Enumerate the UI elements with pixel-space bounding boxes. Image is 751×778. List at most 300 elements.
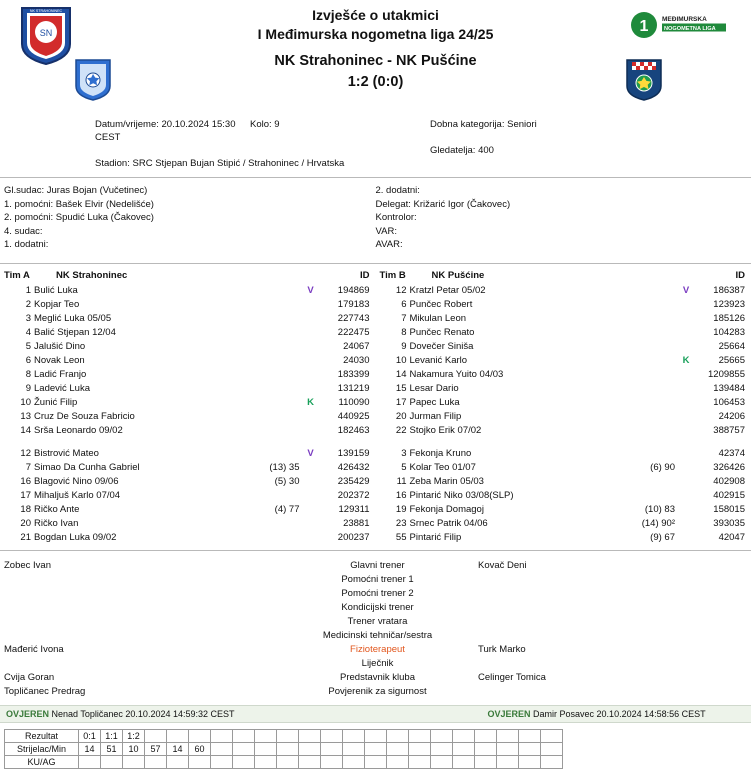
result-grid-cell[interactable] — [277, 755, 299, 768]
divider-3 — [0, 550, 751, 551]
team-a-label: Tim A — [4, 269, 30, 281]
player-name: Stojko Erik 07/02 — [409, 424, 482, 436]
player-role-marker — [679, 368, 693, 382]
result-grid-cell[interactable] — [189, 755, 211, 768]
result-grid-cell[interactable] — [299, 742, 321, 755]
player-row — [376, 368, 751, 382]
staff-row — [0, 629, 751, 643]
datetime-field — [0, 118, 250, 144]
staff-role-label: Pomoćni trener 1 — [341, 573, 414, 585]
staff-section — [0, 559, 751, 699]
player-role-marker — [304, 312, 318, 326]
result-grid-cell[interactable] — [123, 755, 145, 768]
staff-away-person — [470, 615, 751, 629]
player-name: Fekonja Domagoj — [409, 503, 484, 515]
competition-title: I Međimurska nogometna liga 24/25 — [257, 26, 494, 42]
player-row — [0, 340, 376, 354]
result-grid-cell[interactable] — [475, 742, 497, 755]
player-role-marker — [304, 531, 318, 545]
player-row — [376, 475, 751, 489]
verification-home — [0, 709, 376, 719]
player-id: 139159 — [337, 447, 370, 459]
result-grid-row — [5, 729, 563, 742]
result-grid-cell[interactable] — [497, 755, 519, 768]
result-grid-cell[interactable] — [519, 742, 541, 755]
team-a-bench — [0, 447, 376, 545]
spectators-value: 400 — [478, 145, 494, 156]
spectators-field — [430, 144, 751, 157]
player-row — [376, 312, 751, 326]
player-name: Punčec Robert — [409, 298, 473, 310]
player-name: Cruz De Souza Fabricio — [34, 410, 135, 422]
player-id: 24067 — [343, 340, 370, 352]
player-name: Lesar Dario — [409, 382, 459, 394]
staff-row — [0, 601, 751, 615]
result-grid-cell[interactable] — [343, 729, 365, 742]
official-line: 2. pomoćni: Spudić Luka (Čakovec) — [4, 212, 154, 223]
player-role-marker — [679, 396, 693, 410]
player-role-marker — [304, 424, 318, 438]
player-substitution — [258, 368, 304, 382]
official-line: Delegat: Križarić Igor (Čakovec) — [375, 198, 511, 210]
result-grid-cell[interactable] — [277, 742, 299, 755]
player-role-marker — [679, 447, 693, 461]
player-role-marker — [304, 298, 318, 312]
result-grid-cell[interactable] — [255, 729, 277, 742]
player-substitution — [633, 382, 679, 396]
player-id: 393035 — [713, 517, 745, 529]
result-grid-cell[interactable] — [365, 755, 387, 768]
player-name: Jurman Filip — [409, 410, 462, 422]
datetime-label: Datum/vrijeme: — [95, 119, 159, 130]
player-name: Mikulan Leon — [409, 312, 467, 324]
datetime-value: 20.10.2024 15:30 CEST — [95, 119, 236, 143]
team-a-id-header: ID — [360, 269, 370, 281]
player-row — [0, 424, 376, 438]
player-row — [0, 298, 376, 312]
player-substitution — [633, 298, 679, 312]
player-id: 179183 — [337, 298, 370, 310]
result-grid-cell[interactable] — [255, 755, 277, 768]
player-id: 123923 — [713, 298, 745, 310]
player-role-marker: V — [307, 284, 314, 296]
result-grid-row-label: Rezultat — [5, 729, 79, 742]
player-number: 6 — [401, 298, 407, 310]
result-grid-cell[interactable]: 1:1 — [101, 729, 123, 742]
result-grid-cell[interactable] — [167, 755, 189, 768]
match-info — [0, 112, 751, 172]
staff-row — [0, 573, 751, 587]
player-substitution — [633, 284, 679, 298]
result-grid-cell[interactable]: 14 — [79, 742, 101, 755]
player-name: Ričko Ivan — [34, 517, 79, 529]
player-name: Bistrović Mateo — [34, 447, 99, 459]
player-number: 21 — [20, 531, 31, 543]
result-grid-row — [5, 742, 563, 755]
player-row — [376, 489, 751, 503]
player-id: 139484 — [713, 382, 745, 394]
svg-text:SN: SN — [39, 28, 53, 38]
player-substitution — [633, 424, 679, 438]
player-substitution: (5) 30 — [274, 475, 300, 487]
result-grid-cell[interactable] — [145, 755, 167, 768]
result-grid-cell[interactable] — [519, 729, 541, 742]
player-number: 12 — [395, 284, 407, 296]
result-grid-cell[interactable] — [409, 755, 431, 768]
report-title: Izvješće o utakmici — [312, 7, 439, 23]
official-line: Gl.sudac: Juras Bojan (Vučetinec) — [4, 185, 148, 196]
player-role-marker — [304, 326, 318, 340]
staff-away-person — [470, 573, 751, 587]
player-row — [0, 284, 376, 298]
staff-home-person — [0, 629, 285, 643]
result-grid-cell[interactable] — [541, 755, 563, 768]
staff-role-label: Fizioterapeut — [350, 643, 405, 655]
team-b-id-header: ID — [735, 269, 745, 281]
team-b-starters — [376, 284, 751, 438]
result-grid-cell[interactable]: 10 — [123, 742, 145, 755]
team-b-name: NK Pušćine — [431, 269, 485, 281]
player-row — [376, 340, 751, 354]
player-substitution — [633, 396, 679, 410]
player-number: 10 — [20, 396, 31, 408]
staff-away-person — [470, 587, 751, 601]
player-role-marker — [679, 326, 693, 340]
player-name: Srnec Patrik 04/06 — [409, 517, 488, 529]
player-name: Punčec Renato — [409, 326, 475, 338]
result-grid-cell[interactable] — [409, 742, 431, 755]
result-grid-cell[interactable] — [299, 755, 321, 768]
player-id: 23881 — [343, 517, 370, 529]
player-number: 12 — [20, 447, 31, 459]
player-id: 129311 — [338, 503, 370, 515]
player-name: Papec Luka — [409, 396, 460, 408]
result-grid-cell[interactable] — [475, 729, 497, 742]
player-name: Levanić Karlo — [409, 354, 468, 366]
player-id: 42374 — [718, 447, 745, 459]
result-grid-cell[interactable] — [321, 755, 343, 768]
player-substitution: (14) 90² — [641, 517, 675, 529]
player-id: 440925 — [337, 410, 370, 422]
player-name: Mihaljuš Karlo 07/04 — [34, 489, 121, 501]
player-number: 8 — [25, 368, 31, 380]
staff-home-person — [0, 657, 285, 671]
officials-section — [0, 178, 751, 258]
team-a-header — [0, 270, 376, 284]
player-substitution: (10) 83 — [644, 503, 675, 515]
staff-home-person: Mađerić Ivona — [4, 643, 64, 655]
player-row — [376, 461, 751, 475]
staff-away-person: Turk Marko — [478, 643, 526, 655]
spectators-label: Gledatelja: — [430, 145, 476, 156]
svg-text:MEĐIMURSKA: MEĐIMURSKA — [662, 16, 707, 23]
result-grid-cell[interactable] — [475, 755, 497, 768]
player-row — [376, 531, 751, 545]
player-id: 106453 — [713, 396, 745, 408]
player-role-marker — [304, 354, 318, 368]
team-b-crest-icon — [625, 58, 663, 102]
player-id: 183399 — [337, 368, 370, 380]
player-id: 200237 — [337, 531, 370, 543]
player-substitution — [258, 312, 304, 326]
player-number: 3 — [25, 312, 31, 324]
player-row — [0, 531, 376, 545]
player-name: Kratzl Petar 05/02 — [409, 284, 486, 296]
player-id: 227743 — [337, 312, 370, 324]
team-b-header — [376, 270, 751, 284]
player-number: 4 — [25, 326, 31, 338]
team-a-name: NK Strahoninec — [56, 269, 128, 281]
result-grid-cell[interactable] — [365, 729, 387, 742]
result-grid-cell[interactable]: 14 — [167, 742, 189, 755]
player-name: Jalušić Dino — [34, 340, 86, 352]
result-grid-cell[interactable] — [233, 742, 255, 755]
player-number: 2 — [25, 298, 31, 310]
staff-row — [0, 657, 751, 671]
team-a-crest-icon — [74, 58, 112, 102]
player-id: 110090 — [338, 396, 370, 408]
player-number: 7 — [25, 461, 31, 473]
player-id: 194869 — [337, 284, 370, 296]
player-row — [0, 410, 376, 424]
result-grid-cell[interactable]: 0:1 — [79, 729, 101, 742]
staff-home-person: Zobec Ivan — [4, 559, 51, 571]
player-row — [376, 517, 751, 531]
player-substitution — [633, 368, 679, 382]
player-id: 1209855 — [708, 368, 745, 380]
player-number: 19 — [395, 503, 407, 515]
player-id: 326426 — [713, 461, 745, 473]
player-role-marker — [679, 410, 693, 424]
player-id: 104283 — [713, 326, 745, 338]
result-grid-cell[interactable] — [343, 742, 365, 755]
staff-row — [0, 587, 751, 601]
player-role-marker — [679, 382, 693, 396]
result-grid-cell[interactable]: 1:2 — [123, 729, 145, 742]
player-name: Balić Stjepan 12/04 — [34, 326, 116, 338]
player-number: 16 — [395, 489, 407, 501]
result-grid-row-label: KU/AG — [5, 755, 79, 768]
result-grid-cell[interactable] — [497, 729, 519, 742]
player-number: 10 — [395, 354, 407, 366]
result-grid-table — [4, 729, 563, 769]
agecat-field — [430, 118, 751, 144]
verification-away-text: Damir Posavec 20.10.2024 14:58:56 CEST — [533, 708, 706, 719]
player-substitution: (9) 67 — [650, 531, 675, 543]
player-row — [376, 447, 751, 461]
result-grid-cell[interactable] — [343, 755, 365, 768]
player-substitution: (6) 90 — [650, 461, 675, 473]
player-substitution: (13) 35 — [269, 461, 300, 473]
result-grid-cell[interactable] — [453, 729, 475, 742]
player-substitution — [258, 298, 304, 312]
player-number: 3 — [401, 447, 407, 459]
result-grid-cell[interactable] — [431, 729, 453, 742]
result-grid-cell[interactable] — [277, 729, 299, 742]
player-number: 15 — [395, 382, 407, 394]
result-grid-cell[interactable] — [321, 729, 343, 742]
official-line: AVAR: — [375, 239, 403, 250]
player-name: Meglić Luka 05/05 — [34, 312, 112, 324]
player-number: 23 — [395, 517, 407, 529]
official-line: Kontrolor: — [375, 212, 417, 223]
team-b-squad — [376, 270, 751, 545]
result-grid-cell[interactable] — [189, 729, 211, 742]
result-grid-cell[interactable] — [365, 742, 387, 755]
player-number: 20 — [20, 517, 31, 529]
player-substitution — [258, 447, 304, 461]
result-grid-cell[interactable]: 57 — [145, 742, 167, 755]
result-grid-cell[interactable]: 51 — [101, 742, 123, 755]
player-role-marker — [304, 475, 318, 489]
result-grid-cell[interactable] — [387, 729, 409, 742]
player-number: 17 — [395, 396, 407, 408]
result-grid-cell[interactable] — [233, 755, 255, 768]
player-substitution — [633, 489, 679, 503]
staff-away-person: Kovač Deni — [478, 559, 527, 571]
stadium-field — [0, 157, 751, 170]
player-role-marker — [679, 340, 693, 354]
result-grid-cell[interactable] — [211, 755, 233, 768]
player-id: 185126 — [713, 312, 745, 324]
player-row — [0, 382, 376, 396]
officials-left-column — [0, 184, 376, 252]
player-row — [376, 354, 751, 368]
player-row — [376, 284, 751, 298]
result-grid-cell[interactable] — [101, 755, 123, 768]
verification-bar — [0, 705, 751, 723]
result-grid-cell[interactable]: 60 — [189, 742, 211, 755]
svg-text:NK STRAHONINEC: NK STRAHONINEC — [29, 9, 63, 13]
player-number: 14 — [20, 424, 31, 436]
player-role-marker — [304, 503, 318, 517]
result-grid-cell[interactable] — [321, 742, 343, 755]
squads-section — [0, 264, 751, 545]
player-number: 20 — [395, 410, 407, 422]
staff-home-person — [0, 587, 285, 601]
player-row — [376, 503, 751, 517]
staff-home-person: Topličanec Predrag — [4, 685, 86, 697]
result-grid-row — [5, 755, 563, 768]
player-number: 7 — [401, 312, 407, 324]
result-grid-cell[interactable] — [299, 729, 321, 742]
result-grid-cell[interactable] — [79, 755, 101, 768]
player-row — [0, 354, 376, 368]
player-number: 9 — [401, 340, 407, 352]
staff-row — [0, 643, 751, 657]
result-grid-cell[interactable] — [387, 742, 409, 755]
staff-role-label: Liječnik — [361, 657, 394, 669]
player-substitution — [258, 396, 304, 410]
result-grid-cell[interactable] — [387, 755, 409, 768]
staff-role-label: Kondicijski trener — [341, 601, 414, 613]
player-role-marker — [304, 489, 318, 503]
result-grid-cell[interactable] — [409, 729, 431, 742]
result-grid-cell[interactable] — [497, 742, 519, 755]
player-number: 18 — [20, 503, 31, 515]
official-line: VAR: — [375, 225, 397, 237]
result-grid-cell[interactable] — [541, 729, 563, 742]
player-id: 42047 — [718, 531, 745, 543]
player-number: 8 — [401, 326, 407, 338]
result-grid-cell[interactable] — [519, 755, 541, 768]
player-number: 13 — [20, 410, 31, 422]
official-line: 1. dodatni: — [4, 239, 49, 250]
player-name: Fekonja Kruno — [409, 447, 472, 459]
player-number: 14 — [395, 368, 407, 380]
result-grid-cell[interactable] — [233, 729, 255, 742]
player-name: Žunić Filip — [34, 396, 78, 408]
player-substitution — [633, 475, 679, 489]
player-number: 55 — [395, 531, 407, 543]
player-role-marker — [304, 382, 318, 396]
result-grid-cell[interactable] — [167, 729, 189, 742]
player-role-marker — [679, 424, 693, 438]
player-name: Pintarić Filip — [409, 531, 462, 543]
player-name: Bulić Luka — [34, 284, 78, 296]
staff-home-person: Cvija Goran — [4, 671, 55, 683]
player-id: 24206 — [718, 410, 745, 422]
player-row — [376, 410, 751, 424]
result-grid-cell[interactable] — [255, 742, 277, 755]
player-number: 9 — [25, 382, 31, 394]
player-id: 202372 — [337, 489, 370, 501]
result-grid-cell[interactable] — [211, 729, 233, 742]
staff-home-person — [0, 615, 285, 629]
staff-away-person — [470, 657, 751, 671]
player-role-marker — [679, 298, 693, 312]
player-substitution — [633, 447, 679, 461]
result-grid-cell[interactable] — [431, 742, 453, 755]
result-grid-cell[interactable] — [211, 742, 233, 755]
player-row — [376, 382, 751, 396]
player-role-marker: V — [307, 447, 314, 459]
result-grid-cell[interactable] — [145, 729, 167, 742]
player-name: Pintarić Niko 03/08(SLP) — [409, 489, 514, 501]
staff-role-label: Trener vratara — [347, 615, 408, 627]
staff-role-label: Glavni trener — [350, 559, 405, 571]
player-name: Simao Da Cunha Gabriel — [34, 461, 140, 473]
player-name: Nakamura Yuito 04/03 — [409, 368, 504, 380]
result-grid-cell[interactable] — [453, 755, 475, 768]
player-name: Srša Leonardo 09/02 — [34, 424, 123, 436]
player-id: 402908 — [713, 475, 745, 487]
player-substitution — [258, 489, 304, 503]
player-substitution — [258, 410, 304, 424]
match-fixture-title: NK Strahoninec - NK Pušćine — [274, 53, 477, 69]
result-grid-cell[interactable] — [431, 755, 453, 768]
player-substitution — [633, 340, 679, 354]
player-name: Dovečer Siniša — [409, 340, 474, 352]
player-role-marker — [304, 340, 318, 354]
round-label: Kolo: — [250, 119, 272, 130]
verification-home-text: Nenad Topličanec 20.10.2024 14:59:32 CEST — [51, 708, 235, 719]
player-role-marker — [304, 368, 318, 382]
result-grid-cell[interactable] — [541, 742, 563, 755]
result-grid-cell[interactable] — [453, 742, 475, 755]
player-id: 24030 — [343, 354, 370, 366]
player-role-marker — [679, 531, 693, 545]
player-row — [0, 503, 376, 517]
player-role-marker — [679, 517, 693, 531]
svg-text:NOGOMETNA LIGA: NOGOMETNA LIGA — [664, 25, 716, 32]
player-substitution: (4) 77 — [274, 503, 300, 515]
player-number: 6 — [25, 354, 31, 366]
officials-right-column — [376, 184, 751, 252]
round-field — [250, 118, 430, 144]
player-role-marker — [304, 517, 318, 531]
player-row — [0, 326, 376, 340]
